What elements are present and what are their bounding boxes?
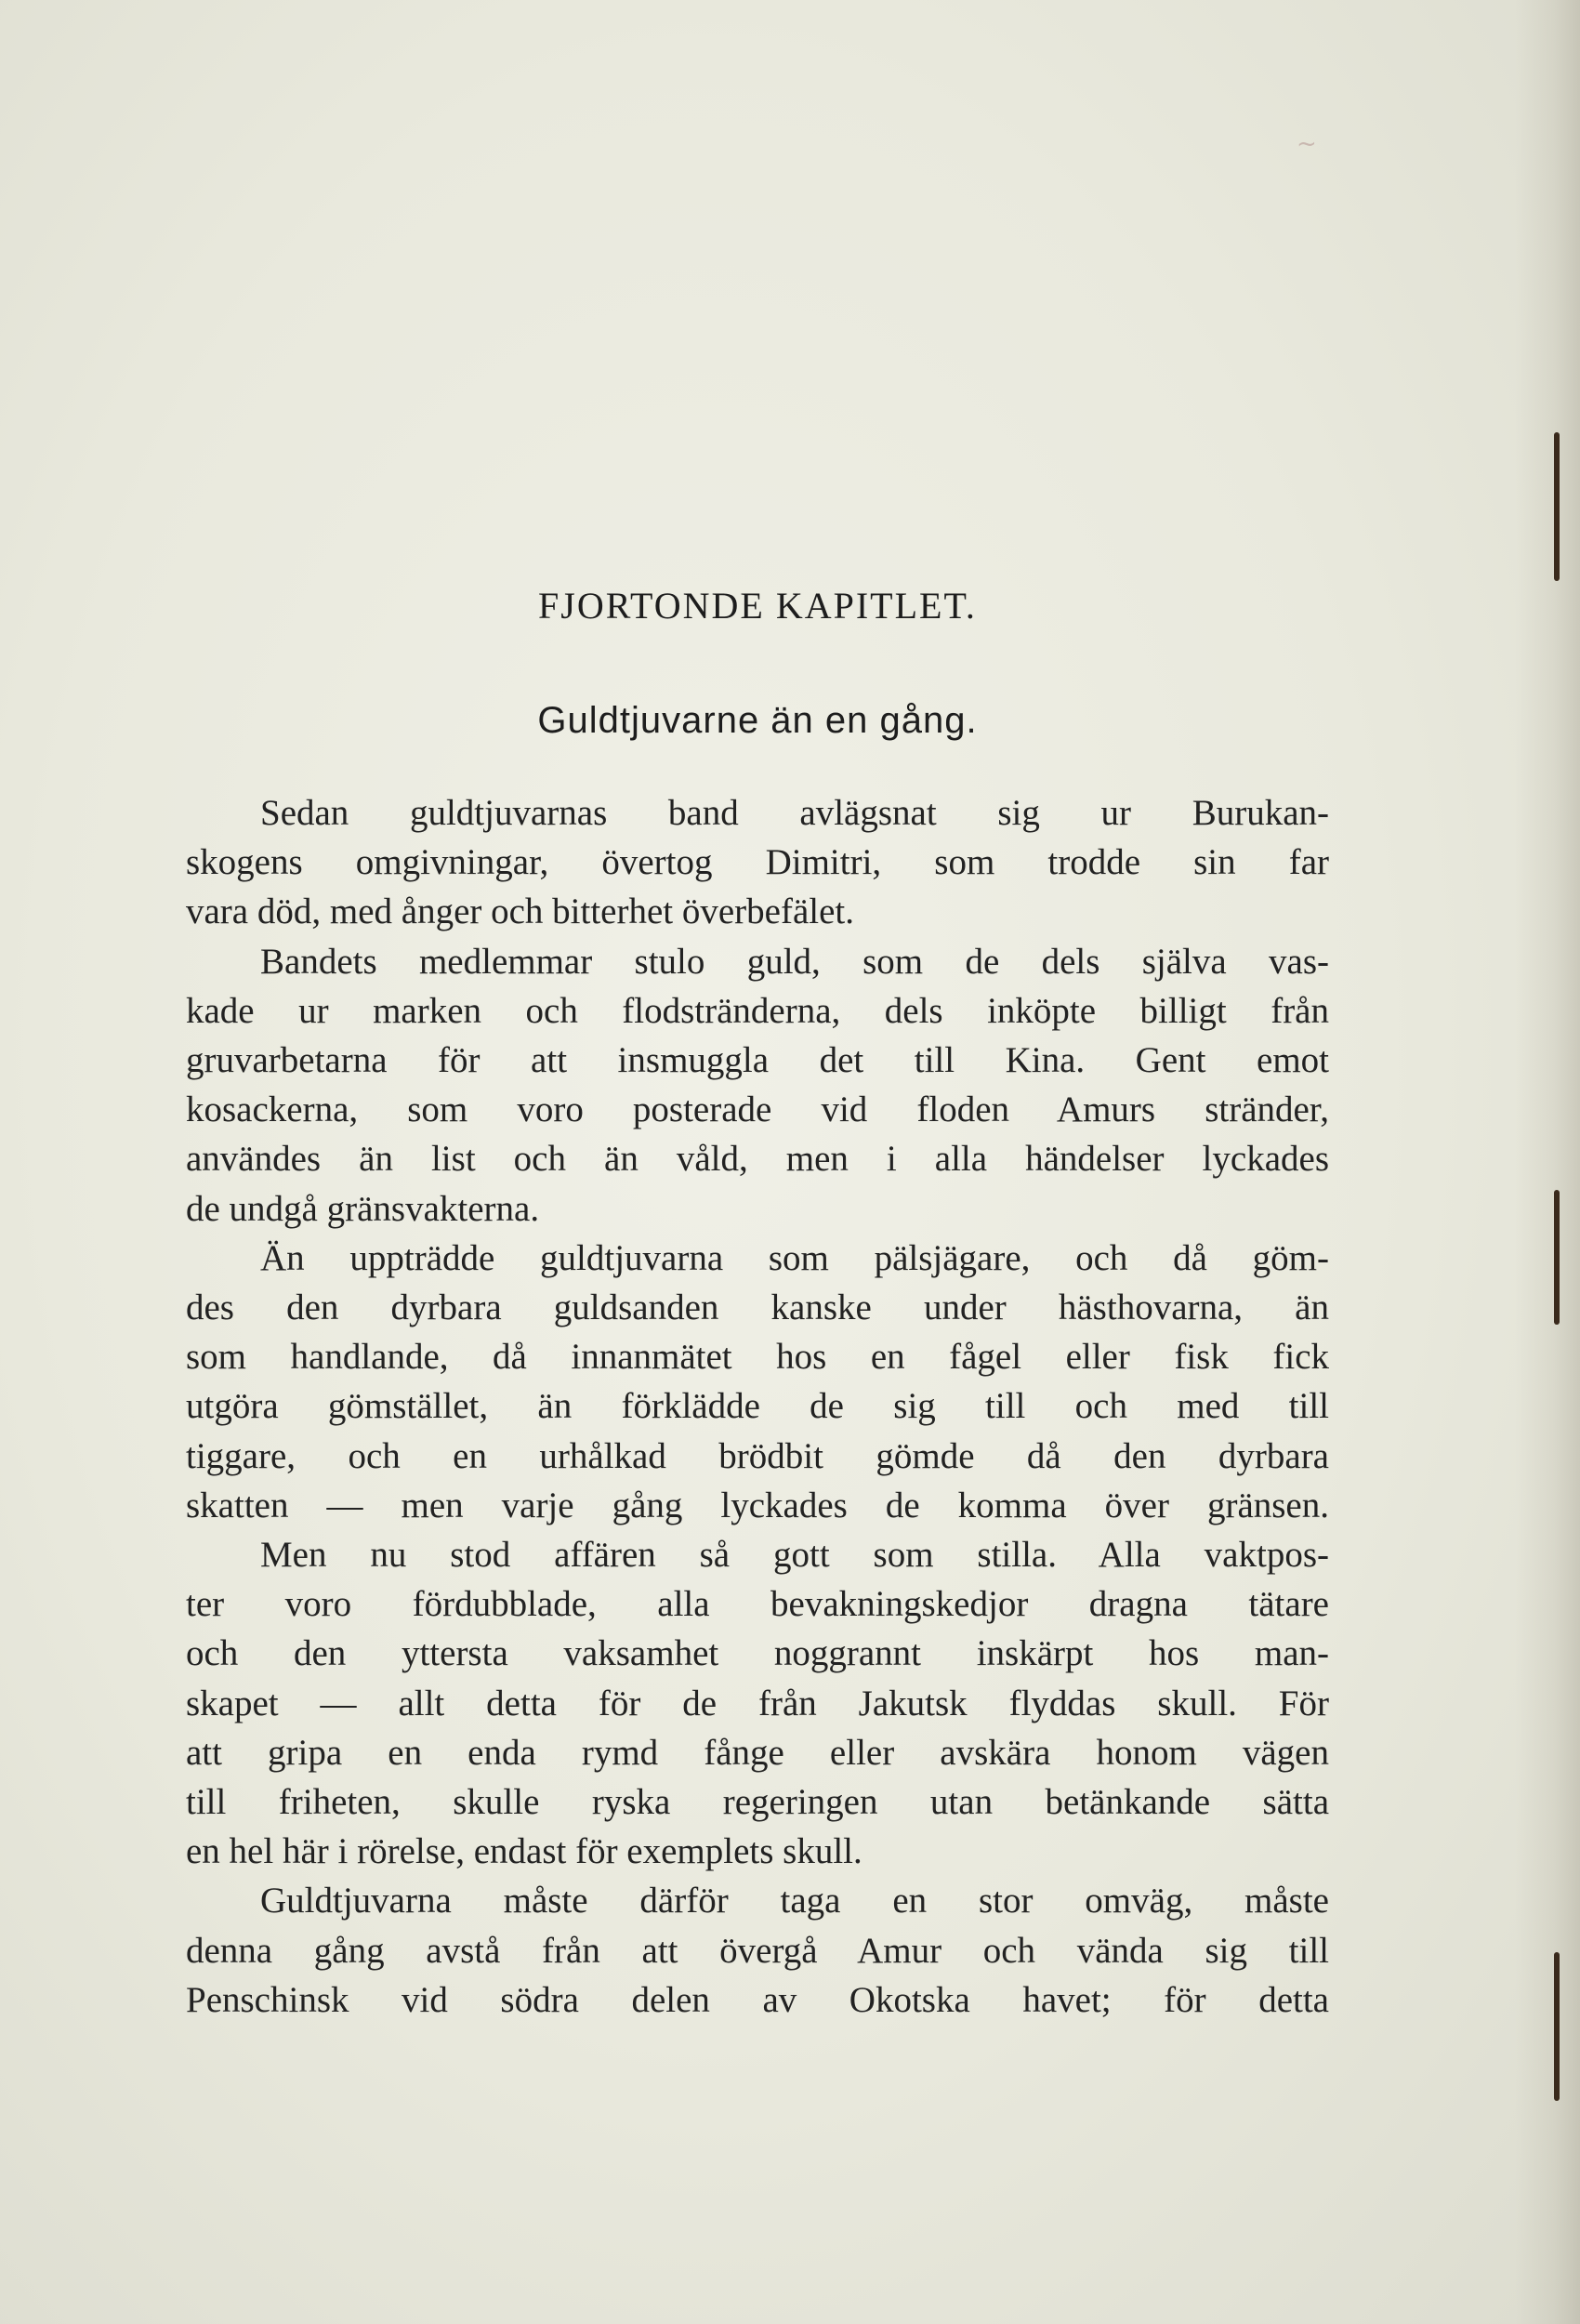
binding-edge [1515,0,1580,2324]
text-line: skogens omgivningar, övertog Dimitri, som trodde sin far [186,842,1329,883]
text-line: en hel här i rörelse, endast för exemplets skull. [186,1831,862,1872]
binding-stitch [1554,432,1560,581]
text-line: till friheten, skulle ryska regeringen utan betänkande sätta [186,1782,1329,1823]
text-line: Men nu stod affären så gott som stilla. Alla vaktpos- [260,1535,1329,1576]
text-line: skapet — allt detta för de från Jakutsk flyddas skull. För [186,1683,1329,1723]
text-line: som handlande, då innanmätet hos en fågel eller fisk fick [186,1337,1329,1378]
text-line: tiggare, och en urhålkad brödbit gömde då den dyrbara [186,1435,1329,1476]
text-line: vara död, med ånger och bitterhet överbefälet. [186,891,855,932]
text-line: att gripa en enda rymd fånge eller avskära honom vägen [186,1732,1329,1773]
chapter-heading: FJORTONDE KAPITLET. [538,585,977,627]
binding-stitch [1554,1952,1560,2101]
text-line: kosackerna, som voro posterade vid floden Amurs stränder, [186,1089,1329,1130]
text-line: Penschinsk vid södra delen av Okotska havet; för detta [186,1979,1329,2020]
text-line: ter voro fördubblade, alla bevakningskedjor dragna tätare [186,1584,1329,1625]
binding-stitch [1554,1190,1560,1325]
text-line: och den yttersta vaksamhet noggrannt inskärpt hos man- [186,1633,1329,1674]
text-line: användes än list och än våld, men i alla händelser lyckades [186,1139,1329,1180]
text-line: Guldtjuvarna måste därför taga en stor omväg, måste [260,1881,1329,1921]
text-line: kade ur marken och flodstränderna, dels inköpte billigt från [186,990,1329,1031]
text-line: de undgå gränsvakterna. [186,1188,540,1229]
text-line: Än uppträdde guldtjuvarna som pälsjägare, och då göm- [260,1237,1329,1278]
text-line: gruvarbetarna för att insmuggla det till Kina. Gent emot [186,1040,1329,1081]
body-text [186,788,1329,2025]
chapter-title: Guldtjuvarne än en gång. [537,700,978,741]
text-line: Sedan guldtjuvarnas band avlägsnat sig ur Burukan- [260,793,1329,833]
text-line: des den dyrbara guldsanden kanske under hästhovarna, än [186,1287,1329,1328]
text-line: skatten — men varje gång lyckades de komma över gränsen. [186,1485,1329,1525]
text-line: denna gång avstå från att övergå Amur och vända sig till [186,1930,1329,1971]
text-line: Bandets medlemmar stulo guld, som de dels själva vas- [260,941,1329,982]
pencil-mark: ~ [1297,130,1317,158]
text-line: utgöra gömstället, än förklädde de sig till och med till [186,1386,1329,1427]
